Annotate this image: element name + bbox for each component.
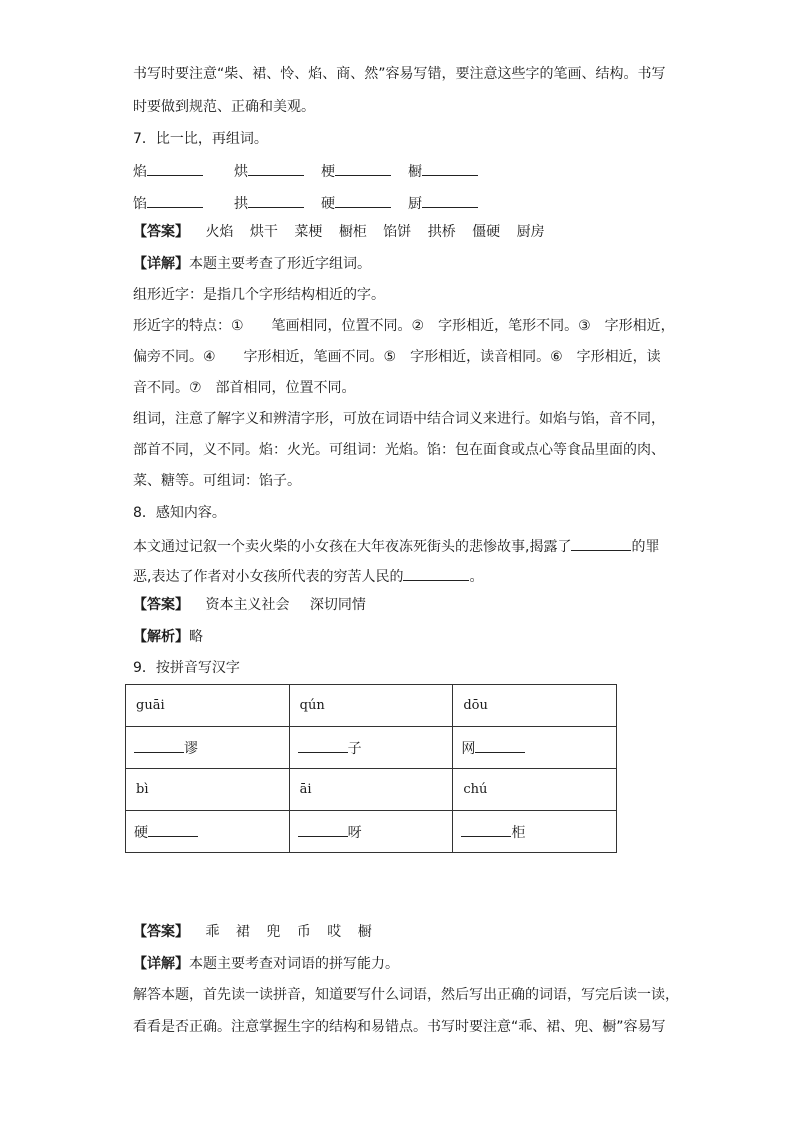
q9-explain-2: 看看是否正确。注意掌握生字的结构和易错点。书写时要注意“乖、裙、兜、橱”容易写 bbox=[133, 1019, 666, 1035]
answer-blank[interactable] bbox=[571, 535, 631, 551]
q9-answer bbox=[133, 922, 372, 942]
answer-blank[interactable] bbox=[298, 737, 348, 753]
answer-blank[interactable] bbox=[147, 160, 203, 176]
table-row bbox=[126, 769, 617, 811]
detail-label: 【详解】 bbox=[133, 256, 189, 272]
answer-char: 币 bbox=[296, 924, 311, 940]
q7-char: 焰 bbox=[133, 164, 147, 180]
q8-text-part: 。 bbox=[469, 569, 484, 585]
q7-char: 梗 bbox=[321, 164, 335, 180]
answer-word: 资本主义社会 bbox=[205, 597, 290, 613]
word-cell bbox=[289, 727, 453, 769]
q8-text-part: 本文通过记叙一个卖火柴的小女孩在大年夜冻死街头的悲惨故事,揭露了 bbox=[133, 539, 572, 555]
answer-blank[interactable] bbox=[461, 821, 511, 837]
q8-text-part: 的罪 bbox=[631, 539, 660, 555]
answer-blank[interactable] bbox=[422, 192, 478, 208]
q8-analysis bbox=[133, 627, 203, 647]
q9-title: 9．按拼音写汉字 bbox=[133, 660, 240, 676]
intro-line-2: 时要做到规范、正确和美观。 bbox=[133, 99, 315, 115]
q8-text-1 bbox=[133, 535, 659, 557]
table-row bbox=[126, 685, 617, 727]
pinyin-cell: bì bbox=[126, 769, 290, 811]
pinyin-cell: āi bbox=[289, 769, 453, 811]
q7-char: 拱 bbox=[234, 196, 248, 212]
answer-blank[interactable] bbox=[475, 737, 525, 753]
cell-char: 呀 bbox=[347, 825, 362, 841]
answer-label: 【答案】 bbox=[133, 597, 189, 613]
answer-word: 橱柜 bbox=[338, 224, 367, 240]
answer-word: 僵硬 bbox=[472, 224, 501, 240]
q8-answer bbox=[133, 595, 366, 615]
cell-char: 柜 bbox=[511, 825, 526, 841]
answer-label: 【答案】 bbox=[133, 924, 189, 940]
answer-word: 菜梗 bbox=[294, 224, 323, 240]
pinyin-cell: guāi bbox=[126, 685, 290, 727]
answer-blank[interactable] bbox=[403, 565, 469, 581]
cell-char: 硬 bbox=[134, 825, 148, 841]
answer-char: 橱 bbox=[357, 924, 372, 940]
table-row bbox=[126, 727, 617, 769]
cell-char: 谬 bbox=[184, 741, 198, 757]
word-cell bbox=[453, 811, 617, 853]
pinyin-cell: chú bbox=[453, 769, 617, 811]
answer-word: 烘干 bbox=[249, 224, 278, 240]
answer-word: 馅饼 bbox=[383, 224, 412, 240]
answer-blank[interactable] bbox=[422, 160, 478, 176]
cell-char: 网 bbox=[461, 741, 476, 757]
answer-word: 拱桥 bbox=[427, 224, 456, 240]
q9-detail bbox=[133, 954, 399, 974]
q7-char: 厨 bbox=[408, 196, 422, 212]
word-cell bbox=[289, 811, 453, 853]
q7-char: 硬 bbox=[321, 196, 335, 212]
q7-answer bbox=[133, 222, 545, 242]
answer-word: 深切同情 bbox=[309, 597, 366, 613]
detail-label: 【详解】 bbox=[133, 956, 189, 972]
q7-title: 7．比一比，再组词。 bbox=[133, 131, 268, 147]
answer-char: 乖 bbox=[205, 924, 220, 940]
intro-line-1: 书写时要注意“柴、裙、怜、焰、商、然”容易写错，要注意这些字的笔画、结构。书写 bbox=[133, 66, 666, 82]
cell-char: 子 bbox=[347, 741, 362, 757]
pinyin-cell: qún bbox=[289, 685, 453, 727]
pinyin-cell: dōu bbox=[453, 685, 617, 727]
analysis-text: 略 bbox=[189, 629, 203, 645]
q7-features-2: 偏旁不同。④ 字形相近，笔画不同。⑤ 字形相近，读音相同。⑥ 字形相近，读 bbox=[133, 349, 661, 365]
q7-explain-2: 部首不同，义不同。焰：火光。可组词：光焰。馅：包在面食或点心等食品里面的肉、 bbox=[133, 442, 665, 458]
answer-blank[interactable] bbox=[335, 160, 391, 176]
q7-explain-1: 组词，注意了解字义和辨清字形，可放在词语中结合词义来进行。如焰与馅，音不同， bbox=[133, 411, 665, 427]
q7-row-2 bbox=[133, 192, 478, 214]
q7-char: 橱 bbox=[408, 164, 422, 180]
q8-text-part: 恶,表达了作者对小女孩所代表的穷苦人民的 bbox=[133, 569, 404, 585]
answer-char: 兜 bbox=[266, 924, 281, 940]
answer-blank[interactable] bbox=[248, 192, 304, 208]
answer-char: 裙 bbox=[235, 924, 250, 940]
detail-text: 本题主要考查了形近字组词。 bbox=[189, 256, 371, 272]
q7-features-1: 形近字的特点：① 笔画相同，位置不同。② 字形相近，笔形不同。③ 字形相近， bbox=[133, 318, 675, 334]
answer-blank[interactable] bbox=[248, 160, 304, 176]
analysis-label: 【解析】 bbox=[133, 629, 189, 645]
q7-row-1 bbox=[133, 160, 478, 182]
q8-title: 8．感知内容。 bbox=[133, 505, 226, 521]
q7-definition: 组形近字：是指几个字形结构相近的字。 bbox=[133, 287, 385, 303]
answer-blank[interactable] bbox=[298, 821, 348, 837]
answer-blank[interactable] bbox=[335, 192, 391, 208]
q7-char: 烘 bbox=[234, 164, 248, 180]
pinyin-table bbox=[125, 684, 617, 853]
word-cell bbox=[453, 727, 617, 769]
detail-text: 本题主要考查对词语的拼写能力。 bbox=[189, 956, 399, 972]
q7-char: 馅 bbox=[133, 196, 147, 212]
answer-blank[interactable] bbox=[147, 192, 203, 208]
answer-word: 厨房 bbox=[516, 224, 545, 240]
answer-blank[interactable] bbox=[134, 737, 184, 753]
word-cell bbox=[126, 811, 290, 853]
answer-blank[interactable] bbox=[148, 821, 198, 837]
q8-text-2 bbox=[133, 565, 483, 587]
answer-word: 火焰 bbox=[205, 224, 234, 240]
answer-char: 哎 bbox=[327, 924, 342, 940]
q7-detail bbox=[133, 254, 371, 274]
table-row bbox=[126, 811, 617, 853]
word-cell bbox=[126, 727, 290, 769]
q9-explain-1: 解答本题，首先读一读拼音，知道要写什么词语，然后写出正确的词语，写完后读一读， bbox=[133, 987, 679, 1003]
q7-explain-3: 菜、糖等。可组词：馅子。 bbox=[133, 473, 301, 489]
answer-label: 【答案】 bbox=[133, 224, 189, 240]
q7-features-3: 音不同。⑦ 部首相同，位置不同。 bbox=[133, 380, 356, 396]
